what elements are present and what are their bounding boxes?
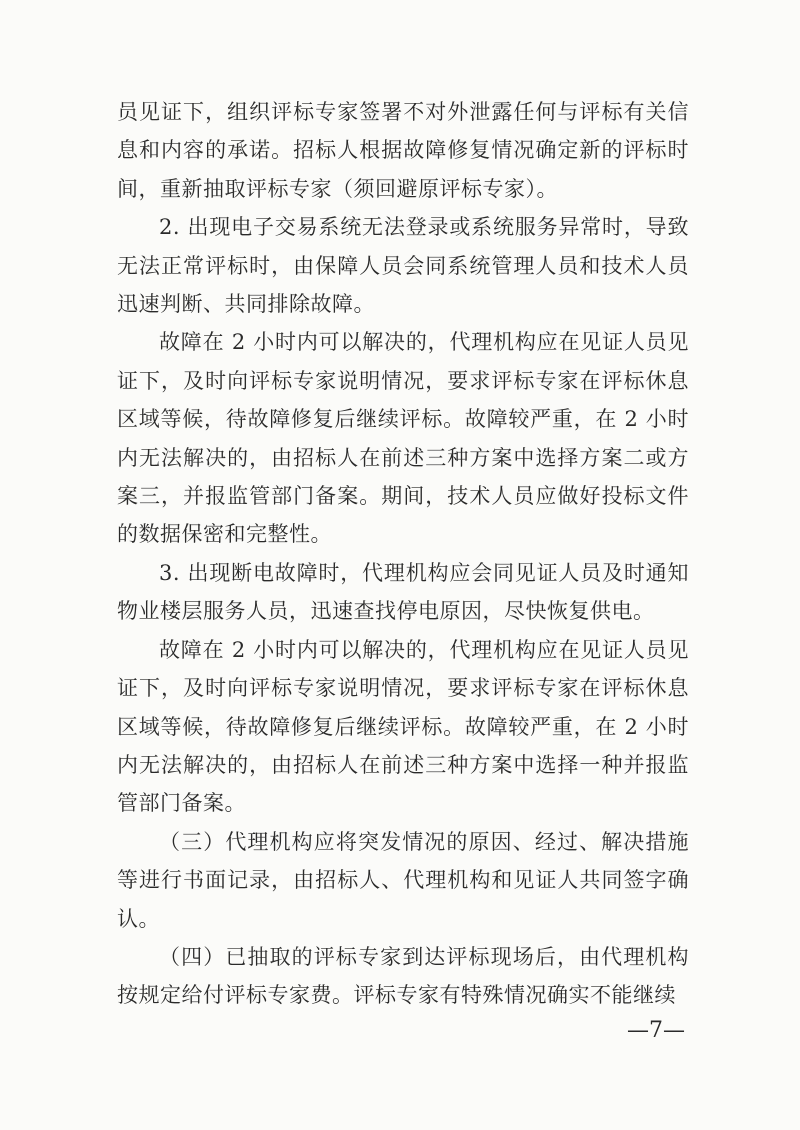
paragraph-item-2: 2. 出现电子交易系统无法登录或系统服务异常时，导致无法正常评标时，由保障人员会同系统管理人员和技术人员迅速判断、共同排除故障。 [117,215,689,317]
paragraph-continued: 员见证下，组织评标专家签署不对外泄露任何与评标有关信息和内容的承诺。招标人根据故障修复情况确定新的评标时间，重新抽取评标专家（须回避原评标专家）。 [117,100,689,201]
paragraph-item-3-fault-handling: 故障在 2 小时内可以解决的，代理机构应在见证人员见证下，及时向评标专家说明情况，要求评标专家在评标休息区域等候，待故障修复后继续评标。故障较严重，在 2 小时内无法解决的，由招标人在前述三种方案中选择一种并报监管部门备案。 [117,637,689,816]
document-body [117,93,689,1015]
paragraph-item-3: 3. 出现断电故障时，代理机构应会同见证人员及时通知物业楼层服务人员，迅速查找停电原因，尽快恢复供电。 [117,560,689,624]
paragraph-item-2-fault-handling: 故障在 2 小时内可以解决的，代理机构应在见证人员见证下，及时向评标专家说明情况，要求评标专家在评标休息区域等候，待故障修复后继续评标。故障较严重，在 2 小时内无法解决的，由招标人在前述三种方案中选择方案二或方案三，并报监管部门备案。期间，技术人员应做好投标文件的数据保密和完整性。 [117,330,689,547]
page-number: —7— [627,1018,685,1043]
paragraph-section-3: （三）代理机构应将突发情况的原因、经过、解决措施等进行书面记录，由招标人、代理机构和见证人共同签字确认。 [117,829,689,931]
paragraph-section-4: （四）已抽取的评标专家到达评标现场后，由代理机构按规定给付评标专家费。评标专家有特殊情况确实不能继续 [117,944,689,1008]
